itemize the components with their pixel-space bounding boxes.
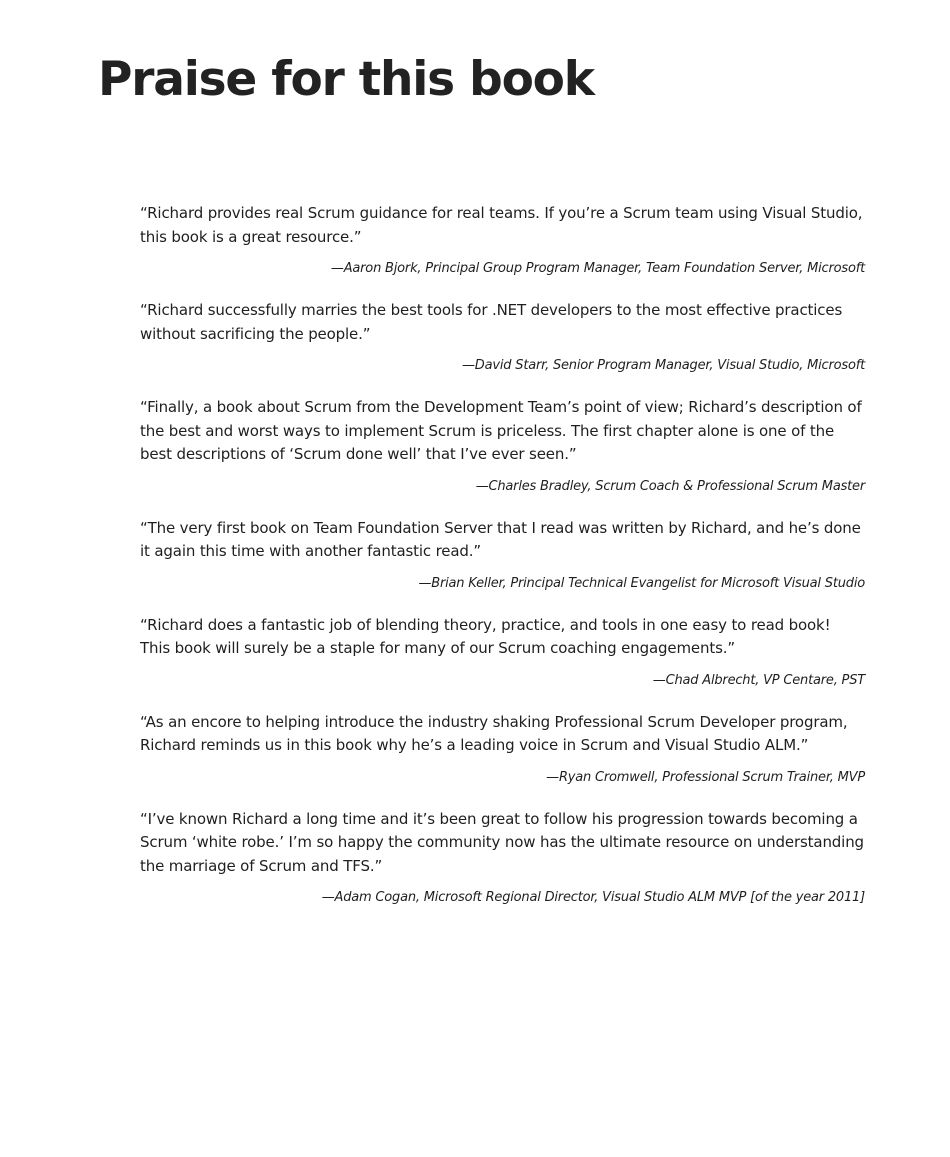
page-title: Praise for this book: [98, 52, 594, 107]
praise-attribution: —Adam Cogan, Microsoft Regional Director, Visual Studio ALM MVP [of the year 2011]: [321, 890, 865, 905]
praise-item: [140, 517, 865, 593]
praise-item: [140, 808, 865, 908]
praise-attribution: —Ryan Cromwell, Professional Scrum Trainer, MVP: [546, 769, 865, 785]
praise-item: [140, 614, 865, 690]
praise-attribution: —David Starr, Senior Program Manager, Visual Studio, Microsoft: [462, 358, 865, 373]
praise-attribution: —Chad Albrecht, VP Centare, PST: [652, 672, 865, 688]
praise-quote: “Richard provides real Scrum guidance for real teams. If you’re a Scrum team using Visual Studio, this book is a great resource.”: [140, 204, 863, 246]
praise-quote: “I’ve known Richard a long time and it’s been great to follow his progression towards becoming a Scrum ‘white robe.’ I’m so happy the community now has the ultimate resource on understanding the marriage of Scrum and TFS.”: [140, 809, 864, 875]
praise-list: [140, 202, 865, 928]
praise-quote: “The very first book on Team Foundation Server that I read was written by Richard, and he’s done it again this time with another fantastic read.”: [140, 518, 861, 560]
praise-quote: “As an encore to helping introduce the industry shaking Professional Scrum Developer program, Richard reminds us in this book why he’s a leading voice in Scrum and Visual Studio ALM.”: [140, 712, 848, 754]
praise-quote: “Finally, a book about Scrum from the Development Team’s point of view; Richard’s description of the best and worst ways to implement Scrum is priceless. The first chapter alone is one of the best descriptions of ‘Scrum done well’ that I’ve ever seen.”: [140, 398, 862, 463]
praise-quote: “Richard does a fantastic job of blending theory, practice, and tools in one easy to read book! This book will surely be a staple for many of our Scrum coaching engagements.”: [140, 615, 831, 657]
praise-item: [140, 396, 865, 496]
praise-attribution: —Brian Keller, Principal Technical Evangelist for Microsoft Visual Studio: [418, 575, 865, 591]
praise-item: [140, 711, 865, 787]
praise-item: [140, 202, 865, 278]
praise-attribution: —Aaron Bjork, Principal Group Program Manager, Team Foundation Server, Microsoft: [330, 261, 865, 276]
praise-attribution: —Charles Bradley, Scrum Coach & Professional Scrum Master: [475, 478, 865, 494]
praise-quote: “Richard successfully marries the best tools for .NET developers to the most effective practices without sacrificing the people.”: [140, 301, 843, 343]
praise-item: [140, 299, 865, 375]
